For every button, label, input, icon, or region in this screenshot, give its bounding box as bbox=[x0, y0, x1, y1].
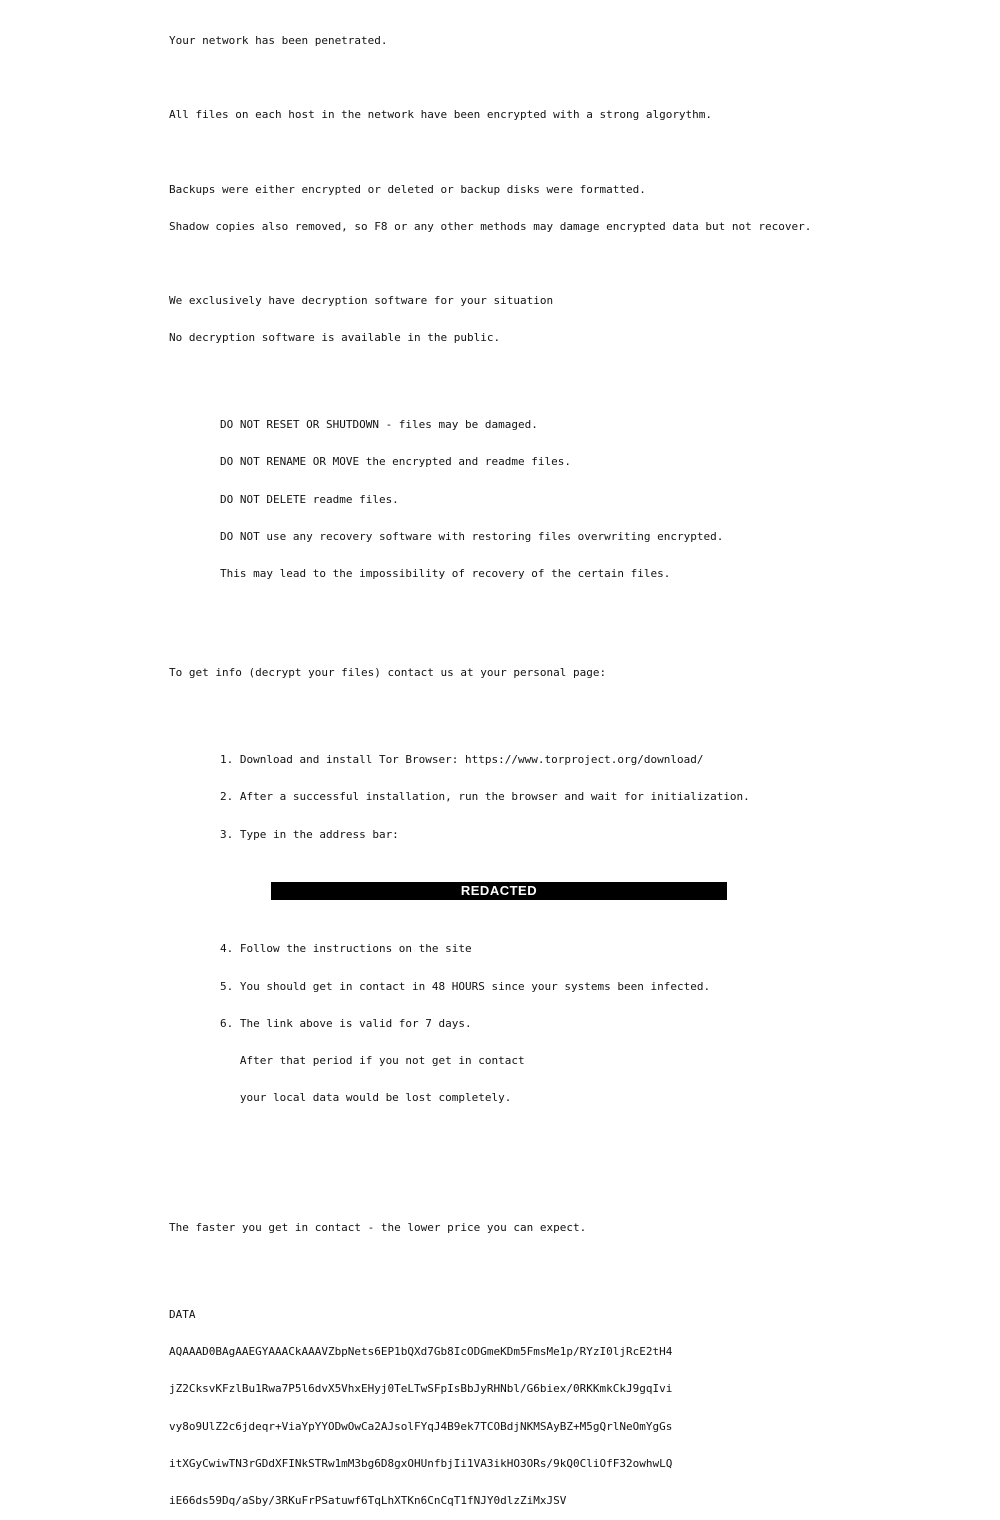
data-label: DATA bbox=[169, 1307, 196, 1321]
intro-line-2: All files on each host in the network have been encrypted with a strong algorythm. bbox=[169, 108, 713, 122]
warning-line: This may lead to the impossibility of recovery of the certain files. bbox=[220, 567, 671, 581]
contact-heading: To get info (decrypt your files) contact us at your personal page: bbox=[169, 666, 607, 680]
intro-line-1: Your network has been penetrated. bbox=[169, 33, 388, 47]
step-line: 3. Type in the address bar: bbox=[220, 827, 399, 841]
intro-line-4: Shadow copies also removed, so F8 or any other methods may damage encrypted data but not recover. bbox=[169, 219, 812, 233]
warning-line: DO NOT use any recovery software with restoring files overwriting encrypted. bbox=[220, 529, 724, 543]
closing-line: The faster you get in contact - the lower price you can expect. bbox=[169, 1221, 587, 1235]
warning-line: DO NOT RESET OR SHUTDOWN - files may be damaged. bbox=[220, 418, 538, 432]
intro-line-3: Backups were either encrypted or deleted or backup disks were formatted. bbox=[169, 182, 646, 196]
data-blob-line: itXGyCwiwTN3rGDdXFINkSTRw1mM3bg6D8gxOHUnfbjIi1VA3ikHO3ORs/9kQ0CliOfF32owhwLQ bbox=[169, 1456, 673, 1470]
step-line: 2. After a successful installation, run the browser and wait for initialization. bbox=[220, 790, 750, 804]
data-blob-line: AQAAAD0BAgAAEGYAAACkAAAVZbpNets6EP1bQXd7Gb8IcODGmeKDm5FmsMe1p/RYzI0ljRcE2tH4 bbox=[169, 1345, 673, 1359]
data-blob-line: vy8o9UlZ2c6jdeqr+ViaYpYYODwOwCa2AJsolFYqJ4B9ek7TCOBdjNKMSAyBZ+M5gQrlNeOmYgGs bbox=[169, 1419, 673, 1433]
warning-line: DO NOT DELETE readme files. bbox=[220, 492, 399, 506]
step-line: 6. The link above is valid for 7 days. bbox=[220, 1016, 472, 1030]
step-line: After that period if you not get in contact bbox=[220, 1053, 525, 1067]
step-line: 4. Follow the instructions on the site bbox=[220, 942, 472, 956]
step-line: 1. Download and install Tor Browser: https://www.torproject.org/download/ bbox=[220, 753, 704, 767]
intro-line-6: No decryption software is available in the public. bbox=[169, 331, 501, 345]
step-line: your local data would be lost completely. bbox=[220, 1091, 512, 1105]
data-blob-line: jZ2CksvKFzlBu1Rwa7P5l6dvX5VhxEHyj0TeLTwSFpIsBbJyRHNbl/G6biex/0RKKmkCkJ9gqIvi bbox=[169, 1382, 673, 1396]
step-line: 5. You should get in contact in 48 HOURS since your systems been infected. bbox=[220, 979, 711, 993]
ransom-note bbox=[169, 10, 989, 1520]
data-blob-line: iE66ds59Dq/aSby/3RKuFrPSatuwf6TqLhXTKn6CnCqT1fNJY0dlzZiMxJSV bbox=[169, 1494, 567, 1507]
intro-line-5: We exclusively have decryption software for your situation bbox=[169, 294, 554, 308]
warning-line: DO NOT RENAME OR MOVE the encrypted and readme files. bbox=[220, 455, 571, 469]
redacted-address-bar: REDACTED bbox=[271, 882, 727, 900]
